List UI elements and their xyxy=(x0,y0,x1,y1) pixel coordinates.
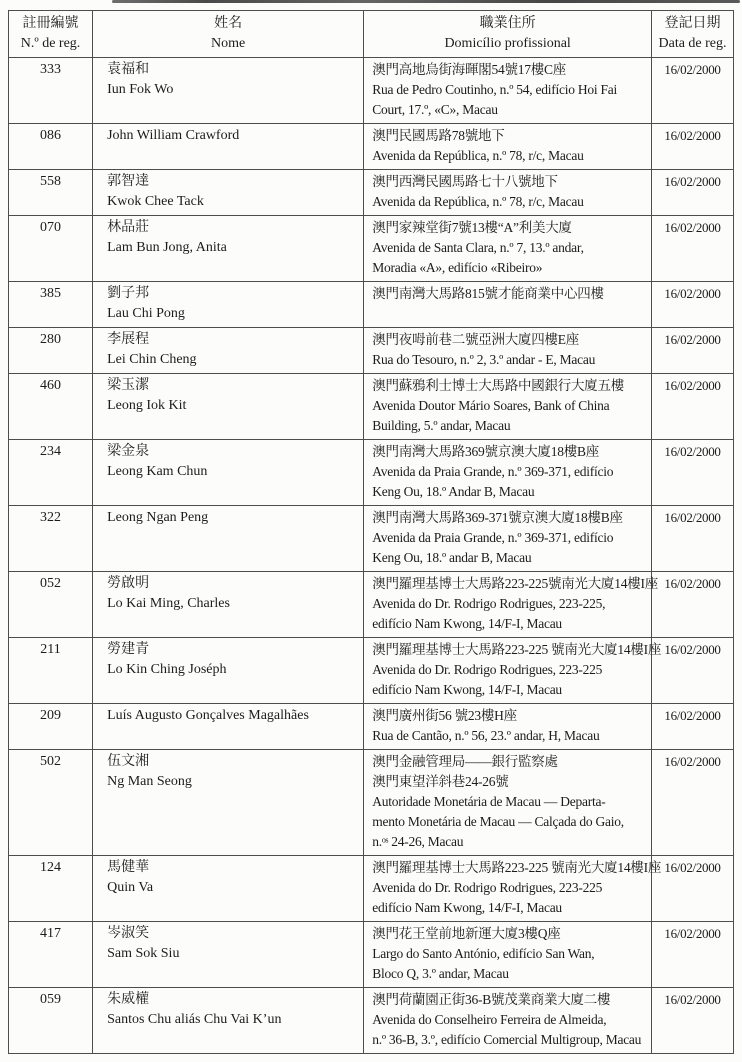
table-row xyxy=(9,170,734,216)
address-line: Avenida do Dr. Rodrigo Rodrigues, 223-225 xyxy=(372,662,603,677)
registration-date-cell xyxy=(652,216,734,282)
registration-date-cell xyxy=(652,638,734,704)
scan-artifact-line xyxy=(112,0,740,3)
registry-table-body xyxy=(9,58,734,1054)
address-line: 澳門南灣大馬路369號京澳大廈18樓B座 xyxy=(372,444,599,459)
registry-table xyxy=(8,10,734,1054)
address-line: Keng Ou, 18.º andar B, Macau xyxy=(372,550,532,565)
name-line: 袁福和 xyxy=(107,62,150,77)
reg-number-cell xyxy=(9,216,93,282)
reg-number-cell xyxy=(9,124,93,170)
name-roman-line: Lo Kin Ching Joséph xyxy=(107,662,227,677)
registration-date-cell xyxy=(652,922,734,988)
name-line: 林品莊 xyxy=(107,220,150,235)
address-line: Avenida de Santa Clara, n.º 7, 13.º andar, xyxy=(372,240,584,255)
address-line: Avenida do Dr. Rodrigo Rodrigues, 223-225 xyxy=(372,880,603,895)
reg-number: 322 xyxy=(40,510,62,525)
address-line: 澳門東望洋斜巷24-26號 xyxy=(372,774,509,789)
address-cell xyxy=(364,572,658,638)
name-line: Luís Augusto Gonçalves Magalhães xyxy=(107,708,309,723)
header-reg-number xyxy=(9,11,93,58)
table-row xyxy=(9,328,734,374)
address-line: 澳門蘇鴉利士博士大馬路中國銀行大廈五樓 xyxy=(372,378,624,393)
reg-number: 385 xyxy=(40,286,62,301)
reg-number-cell xyxy=(9,704,93,750)
header-name xyxy=(93,11,364,58)
registration-date: 16/02/2000 xyxy=(664,754,721,769)
address-cell xyxy=(364,58,652,124)
reg-number-cell xyxy=(9,170,93,216)
header-address-pt: Domicílio profissional xyxy=(444,36,571,51)
table-row xyxy=(9,374,734,440)
registration-date-cell xyxy=(652,856,734,922)
registration-date-cell xyxy=(652,988,734,1054)
name-line: 勞啟明 xyxy=(107,576,150,591)
name-roman-line: Santos Chu aliás Chu Vai K’un xyxy=(107,1012,282,1027)
address-line: n.ᵒˢ 24-26, Macau xyxy=(372,834,464,849)
registration-date: 16/02/2000 xyxy=(664,174,721,189)
table-row xyxy=(9,704,734,750)
name-line: John William Crawford xyxy=(107,128,240,143)
name-line: Leong Ngan Peng xyxy=(107,510,209,525)
reg-number: 086 xyxy=(40,128,62,143)
registration-date-cell xyxy=(652,572,734,638)
address-line: Avenida da República, n.º 78, r/c, Macau xyxy=(372,148,584,163)
address-line: 澳門羅理基博士大馬路223-225 號南光大廈14樓I座 xyxy=(372,860,662,875)
name-roman-line: Lo Kai Ming, Charles xyxy=(107,596,230,611)
name-line: 岑淑笑 xyxy=(107,926,150,941)
address-line: Avenida Doutor Mário Soares, Bank of China xyxy=(372,398,610,413)
name-cell xyxy=(93,988,364,1054)
table-row xyxy=(9,506,734,572)
address-cell xyxy=(364,704,652,750)
address-line: 澳門花王堂前地新運大廈3樓Q座 xyxy=(372,926,561,941)
reg-number: 234 xyxy=(40,444,62,459)
registration-date: 16/02/2000 xyxy=(664,576,721,591)
table-row xyxy=(9,572,734,638)
name-cell xyxy=(93,856,364,922)
reg-number: 558 xyxy=(40,174,62,189)
address-line: 澳門民國馬路78號地下 xyxy=(372,128,505,143)
header-date-pt: Data de reg. xyxy=(658,36,727,51)
reg-number: 052 xyxy=(40,576,62,591)
reg-number-cell xyxy=(9,750,93,856)
address-line: 澳門金融管理局——銀行監察處 xyxy=(372,754,558,769)
address-line: edifício Nam Kwong, 14/F-I, Macau xyxy=(372,616,562,631)
address-cell xyxy=(364,328,652,374)
name-cell xyxy=(93,440,364,506)
name-line: 伍文湘 xyxy=(107,754,150,769)
registration-date: 16/02/2000 xyxy=(664,992,721,1007)
registration-date-cell xyxy=(652,282,734,328)
registration-date: 16/02/2000 xyxy=(664,708,721,723)
reg-number: 280 xyxy=(40,332,62,347)
name-roman-line: Sam Sok Siu xyxy=(107,946,180,961)
name-cell xyxy=(93,704,364,750)
registration-date-cell xyxy=(652,124,734,170)
table-row xyxy=(9,58,734,124)
reg-number: 211 xyxy=(40,642,61,657)
registration-date: 16/02/2000 xyxy=(664,332,721,347)
address-line: mento Monetária de Macau — Calçada do Gaio, xyxy=(372,814,624,829)
address-line: Avenida da Praia Grande, n.º 369-371, edifício xyxy=(372,464,614,479)
registration-date-cell xyxy=(652,506,734,572)
name-roman-line: Ng Man Seong xyxy=(107,774,192,789)
address-line: Moradia «A», edifício «Ribeiro» xyxy=(372,260,543,275)
address-line: 澳門羅理基博士大馬路223-225號南光大廈14樓I座 xyxy=(372,576,658,591)
reg-number-cell xyxy=(9,374,93,440)
registration-date-cell xyxy=(652,374,734,440)
address-line: Avenida da República, n.º 78, r/c, Macau xyxy=(372,194,584,209)
name-line: 李展程 xyxy=(107,332,150,347)
name-line: 勞建青 xyxy=(107,642,150,657)
header-reg-number-zh: 註冊編號 xyxy=(22,16,79,31)
name-cell xyxy=(93,922,364,988)
header-date xyxy=(652,11,734,58)
name-roman-line: Iun Fok Wo xyxy=(107,82,174,97)
reg-number: 417 xyxy=(40,926,62,941)
address-line: Court, 17.º, «C», Macau xyxy=(372,102,498,117)
header-address xyxy=(364,11,652,58)
address-cell xyxy=(364,282,652,328)
registration-date: 16/02/2000 xyxy=(664,860,721,875)
name-line: 郭智達 xyxy=(107,174,150,189)
address-cell xyxy=(364,440,652,506)
address-line: Rua de Pedro Coutinho, n.º 54, edifício Hoi Fai xyxy=(372,82,618,97)
header-address-zh: 職業住所 xyxy=(479,16,536,31)
table-row xyxy=(9,856,734,922)
reg-number: 070 xyxy=(40,220,62,235)
registration-date: 16/02/2000 xyxy=(664,642,721,657)
table-row xyxy=(9,216,734,282)
name-line: 梁金泉 xyxy=(107,444,150,459)
registration-date: 16/02/2000 xyxy=(664,128,721,143)
name-cell xyxy=(93,58,364,124)
reg-number-cell xyxy=(9,58,93,124)
registration-date-cell xyxy=(652,704,734,750)
name-cell xyxy=(93,216,364,282)
registration-date: 16/02/2000 xyxy=(664,62,721,77)
registration-date: 16/02/2000 xyxy=(664,926,721,941)
address-line: 澳門南灣大馬路369-371號京澳大廈18樓B座 xyxy=(372,510,623,525)
address-cell xyxy=(364,922,652,988)
registration-date-cell xyxy=(652,750,734,856)
name-roman-line: Lau Chi Pong xyxy=(107,306,185,321)
address-line: Autoridade Monetária de Macau — Departa- xyxy=(372,794,606,809)
name-roman-line: Leong Iok Kit xyxy=(107,398,187,413)
name-line: 劉子邦 xyxy=(107,286,150,301)
address-line: 澳門西灣民國馬路七十八號地下 xyxy=(372,174,558,189)
reg-number-cell xyxy=(9,440,93,506)
address-line: Avenida do Dr. Rodrigo Rodrigues, 223-225, xyxy=(372,596,606,611)
reg-number-cell xyxy=(9,638,93,704)
address-cell xyxy=(364,856,662,922)
address-line: 澳門廣州街56 號23樓H座 xyxy=(372,708,517,723)
reg-number-cell xyxy=(9,988,93,1054)
table-row xyxy=(9,922,734,988)
reg-number: 333 xyxy=(40,62,62,77)
name-cell xyxy=(93,638,364,704)
table-row xyxy=(9,750,734,856)
header-name-zh: 姓名 xyxy=(214,16,243,31)
address-cell xyxy=(364,124,652,170)
registration-date-cell xyxy=(652,170,734,216)
registration-date: 16/02/2000 xyxy=(664,510,721,525)
address-line: 澳門羅理基博士大馬路223-225 號南光大廈14樓I座 xyxy=(372,642,662,657)
header-row xyxy=(9,11,734,58)
table-row xyxy=(9,988,734,1054)
name-cell xyxy=(93,328,364,374)
address-line: 澳門夜呣前巷二號亞洲大廈四樓E座 xyxy=(372,332,579,347)
registration-date-cell xyxy=(652,58,734,124)
address-line: Rua do Tesouro, n.º 2, 3.º andar - E, Macau xyxy=(372,352,596,367)
reg-number: 124 xyxy=(40,860,62,875)
name-roman-line: Kwok Chee Tack xyxy=(107,194,204,209)
address-cell xyxy=(364,374,652,440)
address-cell xyxy=(364,216,652,282)
name-cell xyxy=(93,506,364,572)
address-line: Bloco Q, 3.º andar, Macau xyxy=(372,966,509,981)
reg-number: 059 xyxy=(40,992,62,1007)
reg-number: 502 xyxy=(40,754,62,769)
registration-date: 16/02/2000 xyxy=(664,378,721,393)
registration-date: 16/02/2000 xyxy=(664,220,721,235)
address-line: 澳門荷蘭園正街36-B號茂業商業大廈二樓 xyxy=(372,992,611,1007)
header-name-pt: Nome xyxy=(211,36,246,51)
name-cell xyxy=(93,374,364,440)
registration-date: 16/02/2000 xyxy=(664,444,721,459)
name-roman-line: Lei Chin Cheng xyxy=(107,352,197,367)
header-date-zh: 登記日期 xyxy=(664,16,721,31)
name-line: 朱威權 xyxy=(107,992,150,1007)
table-row xyxy=(9,124,734,170)
address-line: Rua de Cantão, n.º 56, 23.º andar, H, Macau xyxy=(372,728,600,743)
table-header xyxy=(9,11,734,58)
name-cell xyxy=(93,750,364,856)
name-line: 馬健華 xyxy=(107,860,150,875)
address-line: edifício Nam Kwong, 14/F-I, Macau xyxy=(372,900,562,915)
name-cell xyxy=(93,124,364,170)
reg-number-cell xyxy=(9,506,93,572)
registration-date-cell xyxy=(652,440,734,506)
address-line: Avenida da Praia Grande, n.º 369-371, edifício xyxy=(372,530,614,545)
reg-number-cell xyxy=(9,328,93,374)
registration-date-cell xyxy=(652,328,734,374)
address-line: Building, 5.º andar, Macau xyxy=(372,418,511,433)
name-cell xyxy=(93,170,364,216)
address-line: Largo do Santo António, edifício San Wan, xyxy=(372,946,595,961)
table-row xyxy=(9,440,734,506)
name-roman-line: Lam Bun Jong, Anita xyxy=(107,240,227,255)
address-line: 澳門南灣大馬路815號才能商業中心四樓 xyxy=(372,286,604,301)
address-line: 澳門高地烏街海暉閣54號17樓C座 xyxy=(372,62,566,77)
reg-number-cell xyxy=(9,856,93,922)
address-line: Avenida do Conselheiro Ferreira de Almeida, xyxy=(372,1012,607,1027)
registration-date: 16/02/2000 xyxy=(664,286,721,301)
address-line: edifício Nam Kwong, 14/F-I, Macau xyxy=(372,682,562,697)
address-cell xyxy=(364,638,662,704)
reg-number-cell xyxy=(9,282,93,328)
address-cell xyxy=(364,506,652,572)
reg-number: 209 xyxy=(40,708,62,723)
address-cell xyxy=(364,988,652,1054)
reg-number: 460 xyxy=(40,378,62,393)
address-line: Keng Ou, 18.º Andar B, Macau xyxy=(372,484,535,499)
name-roman-line: Leong Kam Chun xyxy=(107,464,208,479)
name-line: 梁玉潔 xyxy=(107,378,150,393)
table-row xyxy=(9,282,734,328)
name-roman-line: Quin Va xyxy=(107,880,154,895)
address-line: 澳門家辣堂街7號13樓“A”利美大廈 xyxy=(372,220,572,235)
header-reg-number-pt: N.º de reg. xyxy=(20,36,81,51)
address-cell xyxy=(364,750,652,856)
name-cell xyxy=(93,572,364,638)
address-line: n.º 36-B, 3.º, edifício Comercial Multigroup, Macau xyxy=(372,1032,642,1047)
reg-number-cell xyxy=(9,572,93,638)
name-cell xyxy=(93,282,364,328)
address-cell xyxy=(364,170,652,216)
table-row xyxy=(9,638,734,704)
reg-number-cell xyxy=(9,922,93,988)
